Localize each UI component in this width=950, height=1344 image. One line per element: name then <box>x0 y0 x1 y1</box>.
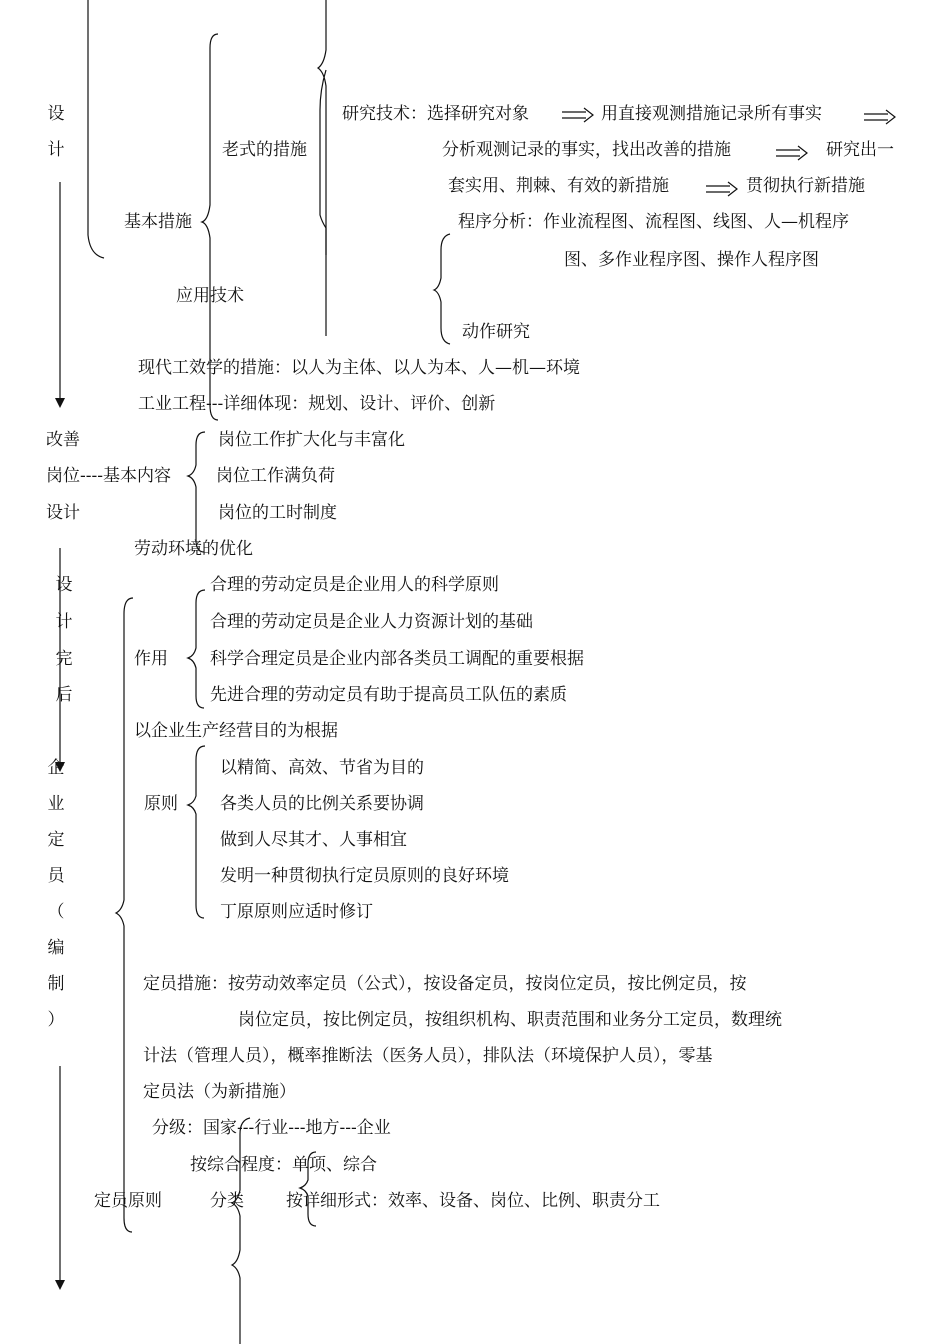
brace-old-measures <box>318 0 326 255</box>
research-line-1: 研究技术：选择研究对象 <box>342 104 529 124</box>
vertical-label-char: 计 <box>47 140 65 160</box>
double-arrow-icon <box>706 182 737 196</box>
job-item: 岗位的工时制度 <box>218 503 337 523</box>
vertical-label-char: 定 <box>47 830 65 850</box>
environment-line: 劳动环境的优化 <box>134 539 253 559</box>
role-item: 先进合理的劳动定员有助于提高员工队伍的素质 <box>210 685 567 705</box>
label-job-basic: 岗位----基本内容 <box>46 466 171 486</box>
double-arrow-icon <box>776 146 807 160</box>
principle-item: 发明一种贯彻执行定员原则的良好环境 <box>220 866 509 886</box>
basis-line: 以企业生产经营目的为根据 <box>134 721 338 741</box>
double-arrow-icon <box>562 108 593 122</box>
comprehensive-line: 按综合程度：单项、综合 <box>190 1155 377 1175</box>
vertical-label-char: （ <box>47 902 65 922</box>
vertical-label-char: 完 <box>55 649 73 669</box>
brace-role <box>188 590 205 708</box>
role-item: 合理的劳动定员是企业人力资源计划的基础 <box>210 612 533 632</box>
old-measures-label: 老式的措施 <box>222 140 307 160</box>
detail-form-line: 按详细形式：效率、设备、岗位、比例、职责分工 <box>286 1191 660 1211</box>
measures-line-1: 定员措施：按劳动效率定员（公式），按设备定员，按岗位定员，按比例定员，按 <box>143 974 747 994</box>
vertical-label-char: 业 <box>47 794 65 814</box>
role-item: 科学合理定员是企业内部各类员工调配的重要根据 <box>210 649 584 669</box>
brace-quota <box>116 598 133 1232</box>
principle-item: 丁原原则应适时修订 <box>220 902 373 922</box>
applied-technique-label: 应用技术 <box>176 286 244 306</box>
vertical-label-char: 后 <box>55 685 73 705</box>
principle-label: 原则 <box>144 794 178 814</box>
label-design: 设计 <box>46 503 80 523</box>
measures-line-3: 计法（管理人员），概率推断法（医务人员），排队法（环境保护人员），零基 <box>143 1046 713 1066</box>
basic-measures-label: 基本措施 <box>124 212 192 232</box>
grading-line: 分级：国家---行业---地方---企业 <box>152 1118 391 1138</box>
vertical-label-char: 设 <box>47 104 65 124</box>
vertical-label-char: ） <box>47 1010 65 1030</box>
vertical-label-char: 制 <box>47 974 65 994</box>
brace-program <box>434 234 450 344</box>
measures-line-4: 定员法（为新措施） <box>143 1082 296 1102</box>
brace-outer-top <box>88 0 104 258</box>
role-item: 合理的劳动定员是企业用人的科学原则 <box>210 575 499 595</box>
brace-job <box>188 432 205 552</box>
vertical-label-char: 员 <box>47 866 65 886</box>
principle-item: 以精简、高效、节省为目的 <box>220 758 424 778</box>
program-analysis-line-1: 程序分析：作业流程图、流程图、线图、人—机程序 <box>458 212 849 232</box>
research-line-3: 套实用、荆棘、有效的新措施 <box>448 176 669 196</box>
label-improve: 改善 <box>46 430 80 450</box>
classify-label: 分类 <box>210 1191 244 1211</box>
job-item: 岗位工作扩大化与丰富化 <box>218 430 405 450</box>
job-item: 岗位工作满负荷 <box>216 466 335 486</box>
arrow-head-1 <box>55 398 65 408</box>
vertical-label-char: 计 <box>55 612 73 632</box>
vertical-label-char: 设 <box>55 575 73 595</box>
research-line-2: 分析观测记录的事实，找出改善的措施 <box>442 140 731 160</box>
research-line-3b: 贯彻执行新措施 <box>746 176 865 196</box>
brace-principle <box>188 746 205 918</box>
research-line-2b: 研究出一 <box>826 140 894 160</box>
role-label: 作用 <box>134 649 168 669</box>
quota-principle-label: 定员原则 <box>94 1191 162 1211</box>
principle-item: 做到人尽其才、人事相宜 <box>220 830 407 850</box>
brace-classify <box>232 1118 250 1344</box>
vertical-label-char: 企 <box>47 758 65 778</box>
research-line-1b: 用直接观测措施记录所有事实 <box>601 104 822 124</box>
program-analysis-line-2: 图、多作业程序图、操作人程序图 <box>564 250 819 270</box>
principle-item: 各类人员的比例关系要协调 <box>220 794 424 814</box>
arrow-head-3 <box>55 1280 65 1290</box>
double-arrow-icon <box>864 110 895 124</box>
modern-measures-line: 现代工效学的措施：以人为主体、以人为本、人—机—环境 <box>138 358 580 378</box>
motion-study-label: 动作研究 <box>462 322 530 342</box>
measures-line-2: 岗位定员，按比例定员，按组织机构、职责范围和业务分工定员，数理统 <box>238 1010 782 1030</box>
ie-line: 工业工程---详细体现：规划、设计、评价、创新 <box>138 394 496 414</box>
vertical-label-char: 编 <box>47 938 65 958</box>
brace-research <box>320 70 326 336</box>
